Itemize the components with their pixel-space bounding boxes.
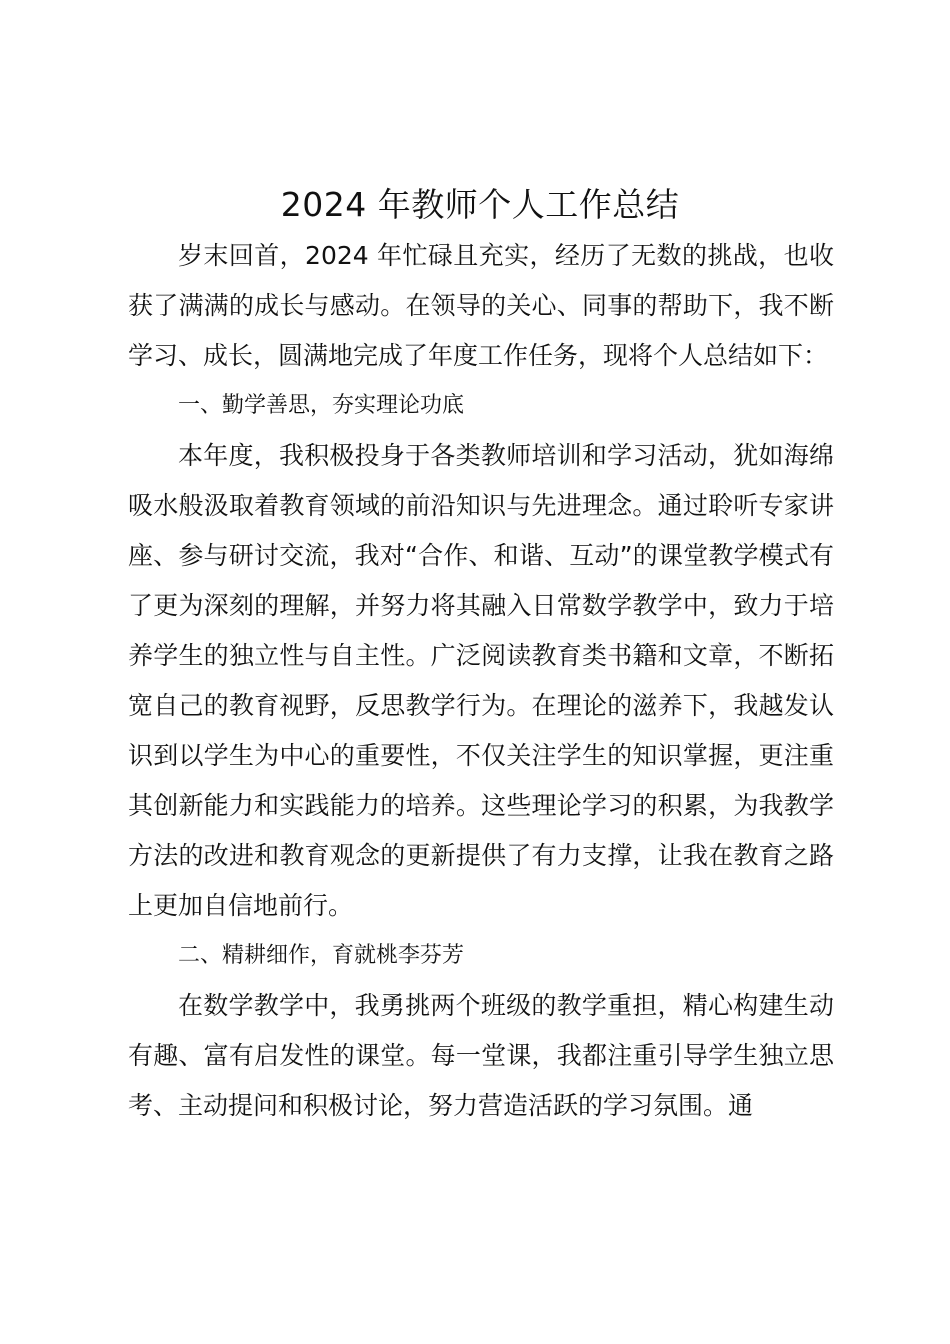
section-heading-2: 二、精耕细作，育就桃李芬芳	[178, 943, 465, 968]
document-title: 2024 年教师个人工作总结	[280, 185, 680, 224]
intro-paragraph: 岁末回首，2024 年忙碌且充实，经历了无数的挑战，也收获了满满的成长与感动。在领导的关心、同事的帮助下，我不断学习、成长，圆满地完成了年度工作任务，现将个人总结如下：	[128, 241, 834, 370]
section-heading-1: 一、勤学善思，夯实理论功底	[178, 393, 465, 418]
section-2-paragraph: 在数学教学中，我勇挑两个班级的教学重担，精心构建生动有趣、富有启发性的课堂。每一堂课，我都注重引导学生独立思考、主动提问和积极讨论，努力营造活跃的学习氛围。通	[128, 991, 834, 1120]
document-body	[128, 231, 834, 1131]
section-1-paragraph: 本年度，我积极投身于各类教师培训和学习活动，犹如海绵吸水般汲取着教育领域的前沿知识与先进理念。通过聆听专家讲座、参与研讨交流，我对“合作、和谐、互动”的课堂教学模式有了更为深刻的理解，并努力将其融入日常数学教学中，致力于培养学生的独立性与自主性。广泛阅读教育类书籍和文章，不断拓宽自己的教育视野，反思教学行为。在理论的滋养下，我越发认识到以学生为中心的重要性，不仅关注学生的知识掌握，更注重其创新能力和实践能力的培养。这些理论学习的积累，为我教学方法的改进和教育观念的更新提供了有力支撑，让我在教育之路上更加自信地前行。	[128, 441, 834, 920]
